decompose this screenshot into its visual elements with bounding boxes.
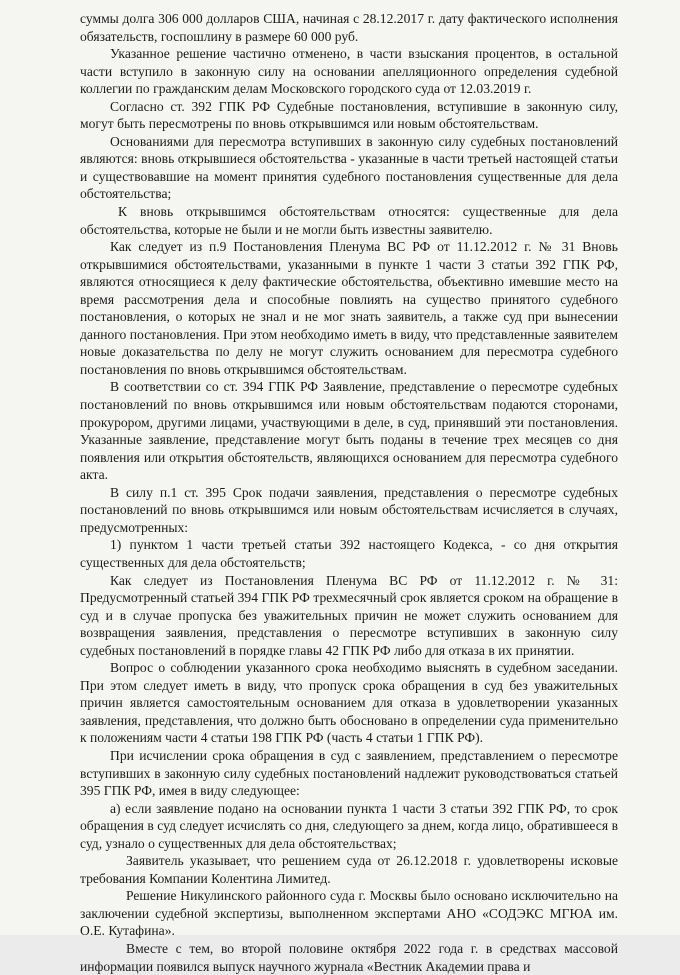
paragraph-partial-cancellation: Указанное решение частично отменено, в части взыскания процентов, в остальной части вступило в законную силу на основании апелляционного определения судебной коллегии по гражданским делам Московского городского суда от 12.03.2019 г. bbox=[80, 46, 618, 97]
paragraph-article-395: В силу п.1 ст. 395 Срок подачи заявления, представления о пересмотре судебных постановлений по вновь открывшимся или новым обстоятельствам исчисляется в случаях, предусмотренных: bbox=[80, 484, 618, 535]
paragraph-october-2022: Вместе с тем, во второй половине октября 2022 года г. в средствах массовой информации появился выпуск научного журнала «Вестник Академии права и bbox=[80, 940, 618, 974]
paragraph-plenum-p9: Как следует из п.9 Постановления Пленума ВС РФ от 11.12.2012 г. № 31 Вновь открывшимися обстоятельствами, указанными в пункте 1 части 3 статьи 392 ГПК РФ, являются относящиеся к делу фактические обстоятельства, объективно имевшие место на время рассмотрения дела и способные повлиять на существо принятого судебного постановления, о которых не знал и не мог знать заявитель, а также суд при вынесении данного постановления. При этом необходимо иметь в виду, что представленные заявителем новые доказательства по делу не могут служить основанием для пересмотра судебного постановления по вновь открывшимся обстоятельствам. bbox=[80, 239, 618, 377]
paragraph-term-calculation: При исчислении срока обращения в суд с заявлением, представлением о пересмотре вступивших в законную силу судебных постановлений надлежит руководствоваться статьей 395 ГПК РФ, имея в виду следующее: bbox=[80, 747, 618, 799]
paragraph-plenum-three-month-term: Как следует из Постановления Пленума ВС РФ от 11.12.2012 г. № 31: Предусмотренный статьей 394 ГПК РФ трехмесячный срок является сроком на обращение в суд и в случае пропуска без уважительных причин не может служить основанием для возвращения заявления, представления о пересмотре вступивших в законную силу судебных постановлений в порядке главы 42 ГПК РФ либо для отказа в их принятии. bbox=[80, 572, 618, 658]
paragraph-subitem-a: а) если заявление подано на основании пункта 1 части 3 статьи 392 ГПК РФ, то срок обращения в суд следует исчислять со дня, следующего за днем, когда лицо, обратившееся в суд, узнало о существенных для дела обстоятельствах; bbox=[80, 800, 618, 851]
paragraph-term-compliance: Вопрос о соблюдении указанного срока необходимо выяснять в судебном заседании. При этом следует иметь в виду, что пропуск срока обращения в суд без уважительных причин является самостоятельным основанием для отказа в удовлетворении указанных заявления, представления, что должно быть обосновано в определении суда применительно к положениям части 4 статьи 198 ГПК РФ (часть 4 статьи 1 ГПК РФ). bbox=[80, 660, 618, 746]
paragraph-article-392: Согласно ст. 392 ГПК РФ Судебные постановления, вступившие в законную силу, могут быть пересмотрены по вновь открывшимся или новым обстоятельствам. bbox=[80, 98, 618, 132]
document-body bbox=[80, 10, 618, 975]
paragraph-claimant-states: Заявитель указывает, что решением суда от 26.12.2018 г. удовлетворены исковые требования Компании Колентина Лимитед. bbox=[80, 853, 618, 886]
paragraph-nikulinsky-decision: Решение Никулинского районного суда г. Москвы было основано исключительно на заключении судебной экспертизы, выполненном экспертами АНО «СОДЭКС МГЮА им. О.Е. Кутафина». bbox=[80, 888, 618, 939]
paragraph-debt-amount: суммы долга 306 000 долларов США, начиная с 28.12.2017 г. дату фактического исполнения обязательств, госпошлину в размере 60 000 руб. bbox=[80, 11, 618, 44]
paragraph-grounds-for-review: Основаниями для пересмотра вступивших в законную силу судебных постановлений являются: вновь открывшиеся обстоятельства - указанные в части третьей настоящей статьи и существовавшие на момент принятия судебного постановления существенные для дела обстоятельства; bbox=[80, 133, 618, 202]
paragraph-newly-discovered-definition: К вновь открывшимся обстоятельствам относятся: существенные для дела обстоятельства, которые не были и не могли быть известны заявителю. bbox=[80, 204, 618, 237]
paragraph-item-1: 1) пунктом 1 части третьей статьи 392 настоящего Кодекса, - со дня открытия существенных для дела обстоятельств; bbox=[80, 537, 618, 570]
paragraph-article-394: В соответствии со ст. 394 ГПК РФ Заявление, представление о пересмотре судебных постановлений по вновь открывшимся или новым обстоятельствам подаются сторонами, прокурором, другими лицами, участвующими в деле, в суд, принявший эти постановления. Указанные заявление, представление могут быть поданы в течение трех месяцев со дня появления или открытия обстоятельств, являющихся основанием для пересмотра судебного акта. bbox=[80, 379, 618, 483]
